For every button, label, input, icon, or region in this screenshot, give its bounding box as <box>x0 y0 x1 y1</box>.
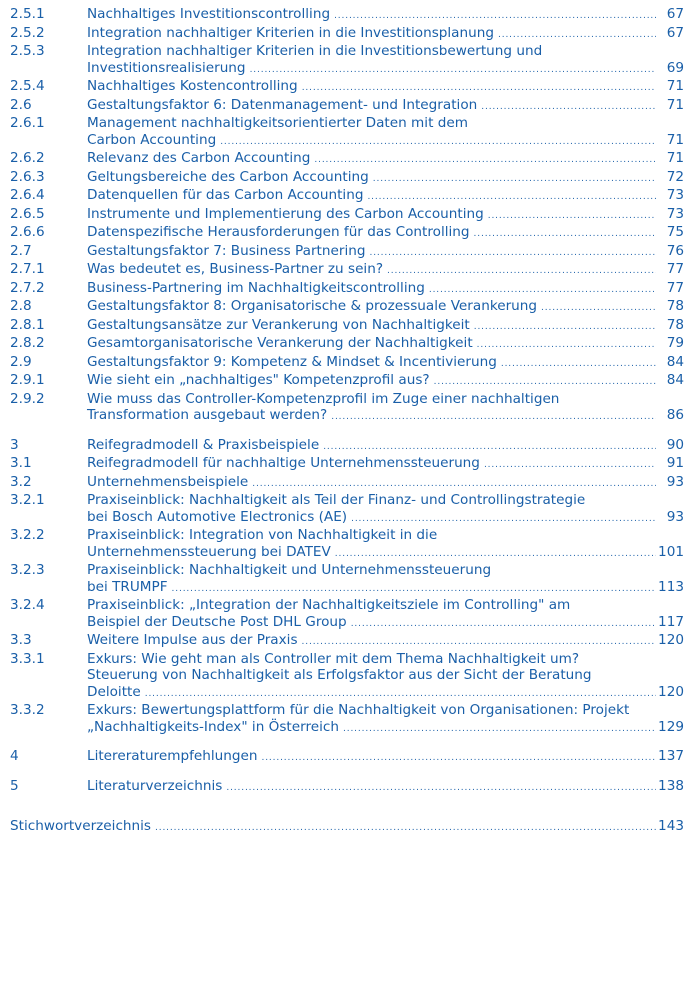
toc-entry-number: 2.6.5 <box>10 205 45 222</box>
toc-entry-title: Gestaltungsansätze zur Verankerung von Nachhaltigkeit <box>87 316 470 333</box>
toc-entry-number: 2.7.2 <box>10 279 45 296</box>
toc-entry-title: Integration nachhaltiger Kriterien in die Investitionsbewertung und <box>87 43 543 59</box>
toc-entry-title: Litereraturempfehlungen <box>87 748 258 764</box>
dot-leader <box>474 224 656 243</box>
toc-entry-title: Deloitte <box>87 683 141 700</box>
dot-leader <box>501 354 656 373</box>
toc-entry-number: 2.8.2 <box>10 335 45 351</box>
dot-leader <box>387 261 656 280</box>
toc-entry-title: Integration nachhaltiger Kriterien in die Investitionsplanung <box>87 24 494 41</box>
toc-entry-number: 2.9.1 <box>10 372 45 388</box>
toc-entry-title: Reifegradmodell & Praxisbeispiele <box>87 436 320 453</box>
toc-entry[interactable] <box>0 818 696 837</box>
dot-leader <box>323 437 656 456</box>
dot-leader <box>261 748 656 767</box>
toc-entry-title: Instrumente und Implementierung des Carbon Accounting <box>87 205 484 222</box>
dot-leader <box>484 455 656 474</box>
toc-entry[interactable] <box>0 150 696 169</box>
toc-entry-number: 2.5.1 <box>10 6 45 22</box>
dot-leader <box>367 187 656 206</box>
toc-entry-number: 2.8.1 <box>10 316 45 333</box>
toc-entry-number: 3.2.1 <box>10 492 45 508</box>
toc-entry[interactable] <box>0 317 696 336</box>
toc-entry-number: 3.3.1 <box>10 650 45 667</box>
toc-entry-title: Datenspezifische Herausforderungen für das Controlling <box>87 224 470 240</box>
toc-entry[interactable] <box>0 651 696 703</box>
toc-entry-page: 67 <box>666 24 684 41</box>
toc-entry[interactable] <box>0 474 696 493</box>
toc-entry-number: 2.6.1 <box>10 115 45 131</box>
toc-entry-title: Stichwortverzeichnis <box>10 818 152 834</box>
dot-leader <box>477 335 656 354</box>
dot-leader <box>351 614 656 633</box>
toc-entry-number: 2.7 <box>10 242 32 259</box>
toc-entry-number: 3.2.2 <box>10 527 45 543</box>
toc-entry-number: 2.6.3 <box>10 168 45 185</box>
dot-leader <box>434 372 656 391</box>
toc-entry[interactable] <box>0 632 696 651</box>
toc-entry[interactable] <box>0 492 696 527</box>
toc-entry-title: Relevanz des Carbon Accounting <box>87 150 311 166</box>
toc-entry[interactable] <box>0 224 696 243</box>
toc-entry-page: 113 <box>658 578 684 595</box>
toc-entry[interactable] <box>0 354 696 373</box>
toc-entry-page: 69 <box>666 59 684 76</box>
toc-entry-title: Praxiseinblick: Nachhaltigkeit und Unternehmenssteuerung <box>87 562 492 578</box>
toc-entry-title: bei TRUMPF <box>87 578 168 595</box>
toc-entry-title: Weitere Impulse aus der Praxis <box>87 632 298 648</box>
toc-entry-number: 2.6.4 <box>10 187 45 203</box>
toc-entry-title: Exkurs: Bewertungsplattform für die Nachhaltigkeit von Organisationen: Projekt <box>87 702 630 718</box>
toc-entry-number: 2.6.2 <box>10 150 45 166</box>
toc-entry-title: bei Bosch Automotive Electronics (AE) <box>87 508 348 525</box>
toc-entry-title: Steuerung von Nachhaltigkeit als Erfolgsfaktor aus der Sicht der Beratung <box>87 667 592 683</box>
toc-entry-title: Exkurs: Wie geht man als Controller mit dem Thema Nachhaltigkeit um? <box>87 650 580 667</box>
dot-leader <box>541 298 656 317</box>
toc-entry-title: Geltungsbereiche des Carbon Accounting <box>87 168 369 185</box>
toc-entry[interactable] <box>0 43 696 78</box>
toc-entry[interactable] <box>0 187 696 206</box>
toc-entry-title: Gestaltungsfaktor 6: Datenmanagement- und Integration <box>87 96 478 113</box>
toc-entry[interactable] <box>0 6 696 25</box>
toc-entry[interactable] <box>0 748 696 767</box>
toc-entry-title: Transformation ausgebaut werden? <box>87 407 328 423</box>
dot-leader <box>250 60 656 79</box>
toc-entry-page: 77 <box>666 279 684 296</box>
section-gap <box>0 796 696 818</box>
toc-entry-page: 71 <box>666 131 684 148</box>
toc-entry[interactable] <box>0 206 696 225</box>
toc-entry-page: 120 <box>658 632 684 648</box>
toc-entry-number: 3.2.4 <box>10 597 45 613</box>
dot-leader <box>335 544 656 563</box>
toc-entry-number: 2.5.2 <box>10 24 45 41</box>
toc-entry[interactable] <box>0 261 696 280</box>
toc-entry[interactable] <box>0 372 696 391</box>
toc-entry-title: Carbon Accounting <box>87 131 217 148</box>
toc-entry[interactable] <box>0 702 696 737</box>
toc-entry-number: 3.1 <box>10 455 32 471</box>
toc-entry-title: Gestaltungsfaktor 9: Kompetenz & Mindset & Incentivierung <box>87 353 497 370</box>
dot-leader <box>145 684 656 703</box>
toc-entry-number: 3 <box>10 436 19 453</box>
toc-entry[interactable] <box>0 280 696 299</box>
toc-entry-title: Unternehmenssteuerung bei DATEV <box>87 543 331 560</box>
toc-entry-page: 78 <box>666 316 684 333</box>
dot-leader <box>226 778 656 797</box>
toc-entry-page: 79 <box>666 335 684 351</box>
toc-entry-number: 2.9.2 <box>10 390 45 407</box>
toc-entry-title: Praxiseinblick: Integration von Nachhaltigkeit in die <box>87 527 438 543</box>
toc-entry-title: Gestaltungsfaktor 7: Business Partnering <box>87 242 366 259</box>
toc-entry-title: Wie muss das Controller-Kompetenzprofil im Zuge einer nachhaltigen <box>87 390 560 407</box>
toc-entry-number: 5 <box>10 777 19 794</box>
toc-entry-title: Business-Partnering im Nachhaltigkeitscontrolling <box>87 279 425 296</box>
dot-leader <box>498 25 656 44</box>
toc-entry-title: Nachhaltiges Kostencontrolling <box>87 78 298 94</box>
dot-leader <box>343 719 656 738</box>
toc-entry-number: 3.3 <box>10 632 32 648</box>
dot-leader <box>351 509 656 528</box>
toc-entry-page: 101 <box>658 543 684 560</box>
toc-entry-title: Reifegradmodell für nachhaltige Unternehmenssteuerung <box>87 455 480 471</box>
dot-leader <box>220 132 656 151</box>
toc-entry[interactable] <box>0 115 696 150</box>
toc-entry-page: 117 <box>658 613 684 630</box>
toc-entry-page: 143 <box>658 818 684 834</box>
toc-entry-title: Management nachhaltigkeitsorientierter Daten mit dem <box>87 115 468 131</box>
toc-entry-title: Wie sieht ein „nachhaltiges" Kompetenzprofil aus? <box>87 372 430 388</box>
dot-leader <box>474 317 656 336</box>
toc-entry-title: Unternehmensbeispiele <box>87 473 249 490</box>
section-gap <box>0 426 696 437</box>
toc-entry[interactable] <box>0 562 696 597</box>
toc-entry[interactable] <box>0 243 696 262</box>
toc-entry-page: 73 <box>666 205 684 222</box>
dot-leader <box>155 818 656 837</box>
toc-entry-page: 90 <box>666 436 684 453</box>
toc-entry-title: Datenquellen für das Carbon Accounting <box>87 187 364 203</box>
section-gap <box>0 737 696 748</box>
toc-entry[interactable] <box>0 298 696 317</box>
section-gap <box>0 767 696 778</box>
toc-entry-page: 120 <box>658 683 684 700</box>
toc-entry-page: 93 <box>666 508 684 525</box>
toc-entry-number: 2.9 <box>10 353 32 370</box>
toc-entry-page: 71 <box>666 150 684 166</box>
dot-leader <box>334 6 656 25</box>
toc-entry-page: 67 <box>666 6 684 22</box>
toc-entry-title: Nachhaltiges Investitionscontrolling <box>87 6 331 22</box>
dot-leader <box>302 78 656 97</box>
toc-entry-title: Praxiseinblick: Nachhaltigkeit als Teil der Finanz- und Controllingstrategie <box>87 492 586 508</box>
toc-entry[interactable] <box>0 391 696 426</box>
toc-entry[interactable] <box>0 169 696 188</box>
toc-entry-number: 3.3.2 <box>10 702 45 718</box>
toc-entry-page: 78 <box>666 298 684 314</box>
dot-leader <box>252 474 656 493</box>
dot-leader <box>481 97 656 116</box>
toc-entry-title: Literaturverzeichnis <box>87 777 223 794</box>
toc-entry-page: 73 <box>666 187 684 203</box>
toc-entry-title: Gesamtorganisatorische Verankerung der Nachhaltigkeit <box>87 335 473 351</box>
toc-entry-page: 129 <box>658 718 684 735</box>
toc-entry-page: 72 <box>666 168 684 185</box>
toc-entry-title: Was bedeutet es, Business-Partner zu sein? <box>87 261 384 277</box>
toc-entry-number: 2.8 <box>10 298 32 314</box>
toc-entry-page: 77 <box>666 261 684 277</box>
toc-entry-title: „Nachhaltigkeits-Index" in Österreich <box>87 718 339 735</box>
dot-leader <box>302 632 656 651</box>
dot-leader <box>429 280 656 299</box>
toc-entry-number: 2.5.4 <box>10 78 45 94</box>
toc-entry-title: Praxiseinblick: „Integration der Nachhaltigkeitsziele im Controlling" am <box>87 597 571 613</box>
dot-leader <box>314 150 656 169</box>
toc-entry[interactable] <box>0 25 696 44</box>
toc-entry-page: 137 <box>658 748 684 764</box>
toc-entry-title: Investitionsrealisierung <box>87 59 246 76</box>
toc-entry-page: 71 <box>666 78 684 94</box>
toc-entry-page: 86 <box>666 407 684 423</box>
toc-entry-page: 76 <box>666 242 684 259</box>
toc-entry[interactable] <box>0 527 696 562</box>
dot-leader <box>488 206 656 225</box>
toc-entry-number: 3.2.3 <box>10 562 45 578</box>
toc-entry-number: 2.6.6 <box>10 224 45 240</box>
toc-entry[interactable] <box>0 97 696 116</box>
toc-entry-page: 91 <box>666 455 684 471</box>
toc-entry-number: 2.6 <box>10 96 32 113</box>
toc-entry[interactable] <box>0 597 696 632</box>
toc-entry-number: 4 <box>10 748 19 764</box>
dot-leader <box>172 579 656 598</box>
toc-entry-number: 2.7.1 <box>10 261 45 277</box>
toc-entry-number: 3.2 <box>10 473 32 490</box>
toc-entry-title: Gestaltungsfaktor 8: Organisatorische & prozessuale Verankerung <box>87 298 538 314</box>
toc-entry-page: 75 <box>666 224 684 240</box>
dot-leader <box>331 407 656 426</box>
dot-leader <box>373 169 656 188</box>
toc-entry-page: 138 <box>658 777 684 794</box>
toc-entry-title: Beispiel der Deutsche Post DHL Group <box>87 613 347 630</box>
toc-entry[interactable] <box>0 335 696 354</box>
toc-entry-page: 84 <box>666 372 684 388</box>
toc-entry-page: 71 <box>666 96 684 113</box>
dot-leader <box>369 243 656 262</box>
toc-entry[interactable] <box>0 437 696 456</box>
toc-entry-number: 2.5.3 <box>10 43 45 59</box>
toc-entry[interactable] <box>0 78 696 97</box>
toc-entry[interactable] <box>0 778 696 797</box>
toc-entry[interactable] <box>0 455 696 474</box>
toc-entry-page: 84 <box>666 353 684 370</box>
toc-entry-page: 93 <box>666 473 684 490</box>
